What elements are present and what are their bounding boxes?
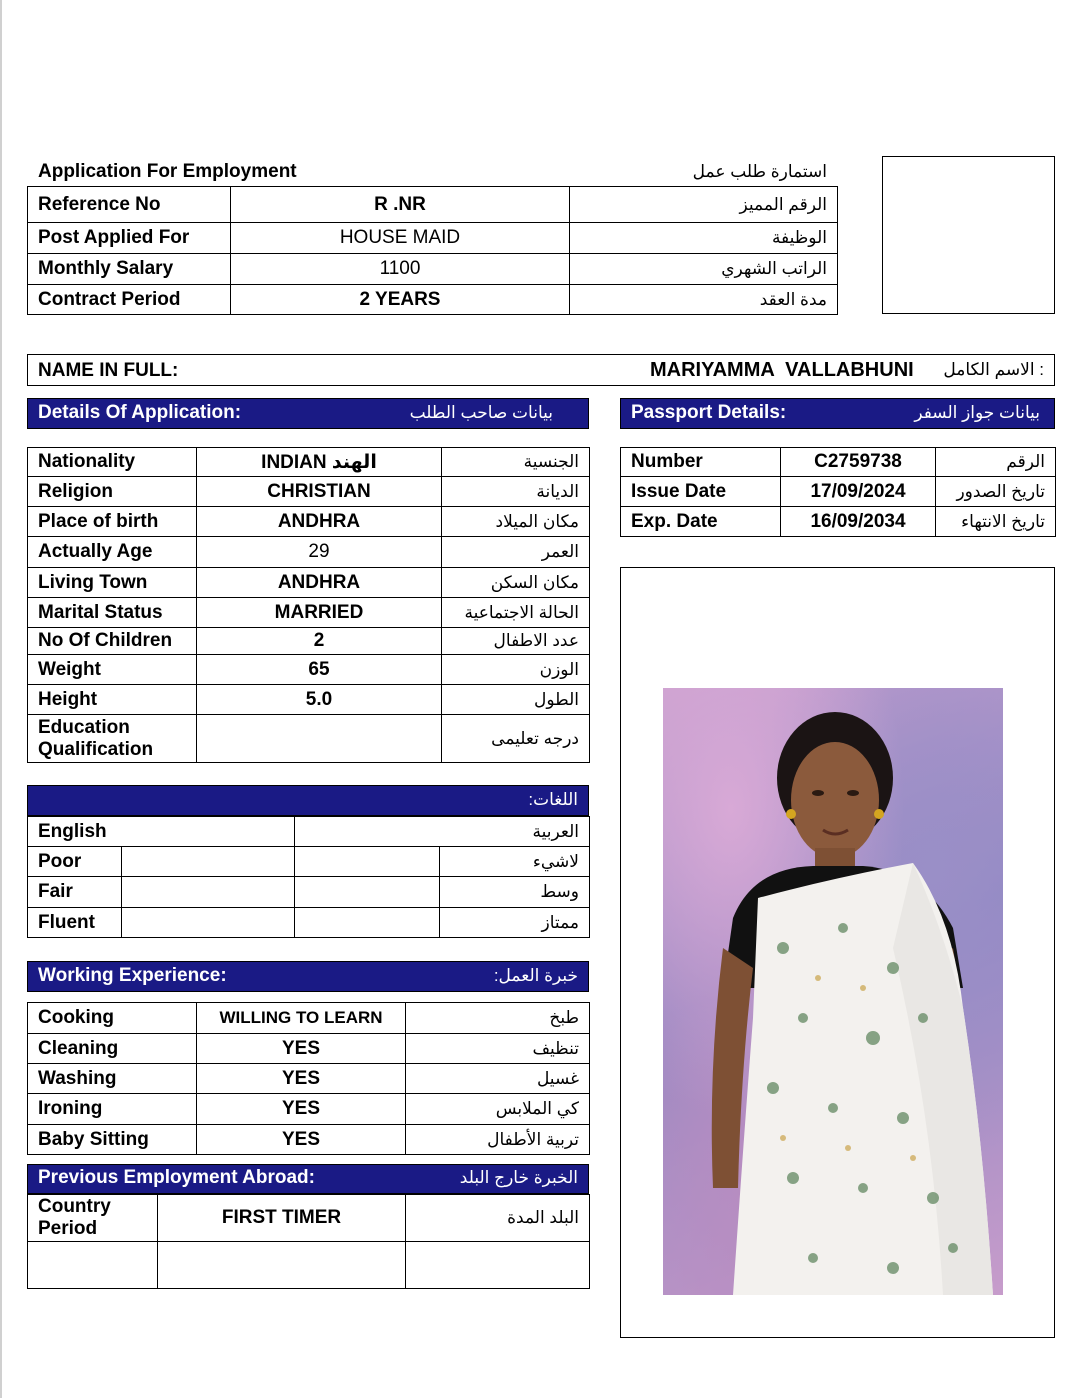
height-label-ar: الطول <box>442 685 590 715</box>
table-row <box>28 254 838 285</box>
fluent-label-ar: ممتاز <box>440 908 590 938</box>
previous-employment-header-en: Previous Employment Abroad: <box>38 1167 315 1188</box>
reference-label: Reference No <box>28 187 231 223</box>
poor-arabic-value <box>295 847 440 877</box>
marital-value: MARRIED <box>197 598 442 628</box>
previous-employment-table <box>27 1194 590 1289</box>
children-value: 2 <box>197 628 442 655</box>
washing-value: YES <box>197 1064 406 1094</box>
washing-label: Washing <box>28 1064 197 1094</box>
details-header-bar <box>27 398 589 429</box>
languages-english-table <box>27 816 590 847</box>
cooking-label: Cooking <box>28 1003 197 1034</box>
nationality-label-ar: الجنسية <box>442 448 590 477</box>
education-label-ar: درجه تعليمى <box>442 715 590 763</box>
weight-label: Weight <box>28 655 197 685</box>
table-row <box>28 877 590 908</box>
table-row <box>28 1003 590 1034</box>
fluent-english-value <box>122 908 295 938</box>
table-row <box>28 1064 590 1094</box>
reference-label-ar: الرقم المميز <box>570 187 838 223</box>
table-row <box>28 1195 590 1242</box>
living-town-label-ar: مكان السكن <box>442 568 590 598</box>
arabic-label: العربية <box>295 817 590 847</box>
children-label-ar: عدد الاطفال <box>442 628 590 655</box>
full-name-label: NAME IN FULL: <box>38 360 179 381</box>
children-label: No Of Children <box>28 628 197 655</box>
english-label: English <box>28 817 295 847</box>
stamp-box <box>882 156 1055 314</box>
nationality-value: INDIAN الهند <box>197 448 442 477</box>
full-name-label-ar: : الاسم الكامل <box>943 360 1044 379</box>
country-period-label <box>28 1195 158 1242</box>
religion-label-ar: الديانة <box>442 477 590 507</box>
living-town-label: Living Town <box>28 568 197 598</box>
fair-arabic-value <box>295 877 440 908</box>
passport-number-label: Number <box>621 448 781 477</box>
exp-date-label-ar: تاريخ الانتهاء <box>936 507 1056 537</box>
salary-label: Monthly Salary <box>28 254 231 285</box>
education-value <box>197 715 442 763</box>
poor-english-value <box>122 847 295 877</box>
table-row <box>28 628 590 655</box>
age-value: 29 <box>197 537 442 568</box>
passport-number-label-ar: الرقم <box>936 448 1056 477</box>
birthplace-label: Place of birth <box>28 507 197 537</box>
issue-date-value: 17/09/2024 <box>781 477 936 507</box>
empty-cell <box>28 1242 158 1289</box>
table-row <box>28 1242 590 1289</box>
salary-label-ar: الراتب الشهري <box>570 254 838 285</box>
applicant-portrait-illustration <box>663 688 1003 1295</box>
issue-date-label: Issue Date <box>621 477 781 507</box>
reference-value: R .NR <box>231 187 570 223</box>
details-header-ar: بيانات صاحب الطلب <box>409 403 553 422</box>
cleaning-value: YES <box>197 1034 406 1064</box>
religion-label: Religion <box>28 477 197 507</box>
contract-value: 2 YEARS <box>231 285 570 315</box>
passport-header-ar: بيانات جواز السفر <box>914 403 1040 422</box>
age-label: Actually Age <box>28 537 197 568</box>
table-row <box>28 568 590 598</box>
fluent-label: Fluent <box>28 908 122 938</box>
ironing-label-ar: كي الملابس <box>406 1094 590 1125</box>
period-label: Period <box>38 1218 98 1239</box>
post-label-ar: الوظيفة <box>570 223 838 254</box>
full-name-value: MARIYAMMA VALLABHUNI <box>650 359 914 381</box>
form-title-ar: استمارة طلب عمل <box>692 162 827 181</box>
languages-levels-table <box>27 846 590 938</box>
ironing-label: Ironing <box>28 1094 197 1125</box>
exp-date-value: 16/09/2034 <box>781 507 936 537</box>
table-row <box>28 598 590 628</box>
details-header-en: Details Of Application: <box>38 402 242 423</box>
table-row <box>28 537 590 568</box>
height-label: Height <box>28 685 197 715</box>
empty-cell <box>158 1242 406 1289</box>
table-row <box>28 448 590 477</box>
experience-table <box>27 1002 590 1155</box>
table-row <box>28 715 590 763</box>
education-label <box>28 715 197 763</box>
full-name-row <box>27 354 1055 386</box>
experience-header-bar <box>27 961 589 992</box>
fluent-arabic-value <box>295 908 440 938</box>
passport-number-value: C2759738 <box>781 448 936 477</box>
cleaning-label: Cleaning <box>28 1034 197 1064</box>
marital-label: Marital Status <box>28 598 197 628</box>
baby-sitting-value: YES <box>197 1125 406 1155</box>
poor-label-ar: لاشيء <box>440 847 590 877</box>
passport-header-bar <box>620 398 1055 429</box>
table-row <box>28 285 838 315</box>
passport-table <box>620 447 1056 537</box>
experience-header-en: Working Experience: <box>38 965 227 986</box>
ironing-value: YES <box>197 1094 406 1125</box>
cooking-value: WILLING TO LEARN <box>197 1003 406 1034</box>
religion-value: CHRISTIAN <box>197 477 442 507</box>
table-row <box>28 908 590 938</box>
post-label: Post Applied For <box>28 223 231 254</box>
table-row <box>28 817 590 847</box>
post-value: HOUSE MAID <box>231 223 570 254</box>
previous-employment-header-bar <box>27 1164 589 1194</box>
applicant-photo <box>663 688 1003 1295</box>
contract-label-ar: مدة العقد <box>570 285 838 315</box>
weight-label-ar: الوزن <box>442 655 590 685</box>
empty-cell <box>406 1242 590 1289</box>
poor-label: Poor <box>28 847 122 877</box>
form-title-en: Application For Employment <box>38 161 297 182</box>
table-row <box>28 1034 590 1064</box>
fair-english-value <box>122 877 295 908</box>
table-row <box>621 507 1056 537</box>
cooking-label-ar: طبخ <box>406 1003 590 1034</box>
living-town-value: ANDHRA <box>197 568 442 598</box>
washing-label-ar: غسيل <box>406 1064 590 1094</box>
baby-sitting-label-ar: تربية الأطفال <box>406 1125 590 1155</box>
marital-label-ar: الحالة الاجتماعية <box>442 598 590 628</box>
salary-value: 1100 <box>231 254 570 285</box>
previous-employment-value: FIRST TIMER <box>158 1195 406 1242</box>
education-label-line2: Qualification <box>38 738 154 760</box>
fair-label: Fair <box>28 877 122 908</box>
cleaning-label-ar: تنظيف <box>406 1034 590 1064</box>
table-row <box>28 187 838 223</box>
country-label: Country <box>38 1196 111 1217</box>
age-label-ar: العمر <box>442 537 590 568</box>
previous-employment-header-ar: الخبرة خارج البلد <box>459 1168 578 1187</box>
passport-header-en: Passport Details: <box>631 402 787 423</box>
exp-date-label: Exp. Date <box>621 507 781 537</box>
details-table <box>27 447 590 763</box>
languages-header-bar <box>27 785 589 816</box>
top-info-table <box>27 186 838 315</box>
table-row <box>28 847 590 877</box>
table-row <box>28 685 590 715</box>
table-row <box>28 223 838 254</box>
issue-date-label-ar: تاريخ الصدور <box>936 477 1056 507</box>
table-row <box>28 507 590 537</box>
languages-header-ar: اللغات: <box>528 790 578 809</box>
fair-label-ar: وسط <box>440 877 590 908</box>
country-period-label-ar: البلد المدة <box>406 1195 590 1242</box>
baby-sitting-label: Baby Sitting <box>28 1125 197 1155</box>
experience-header-ar: خبرة العمل: <box>493 966 578 985</box>
table-row <box>28 477 590 507</box>
height-value: 5.0 <box>197 685 442 715</box>
education-label-line1: Education <box>38 716 130 738</box>
contract-label: Contract Period <box>28 285 231 315</box>
table-row <box>28 655 590 685</box>
weight-value: 65 <box>197 655 442 685</box>
nationality-label: Nationality <box>28 448 197 477</box>
table-row <box>28 1125 590 1155</box>
birthplace-label-ar: مكان الميلاد <box>442 507 590 537</box>
table-row <box>28 1094 590 1125</box>
birthplace-value: ANDHRA <box>197 507 442 537</box>
page-edge <box>0 0 2 1398</box>
table-row <box>621 448 1056 477</box>
table-row <box>621 477 1056 507</box>
